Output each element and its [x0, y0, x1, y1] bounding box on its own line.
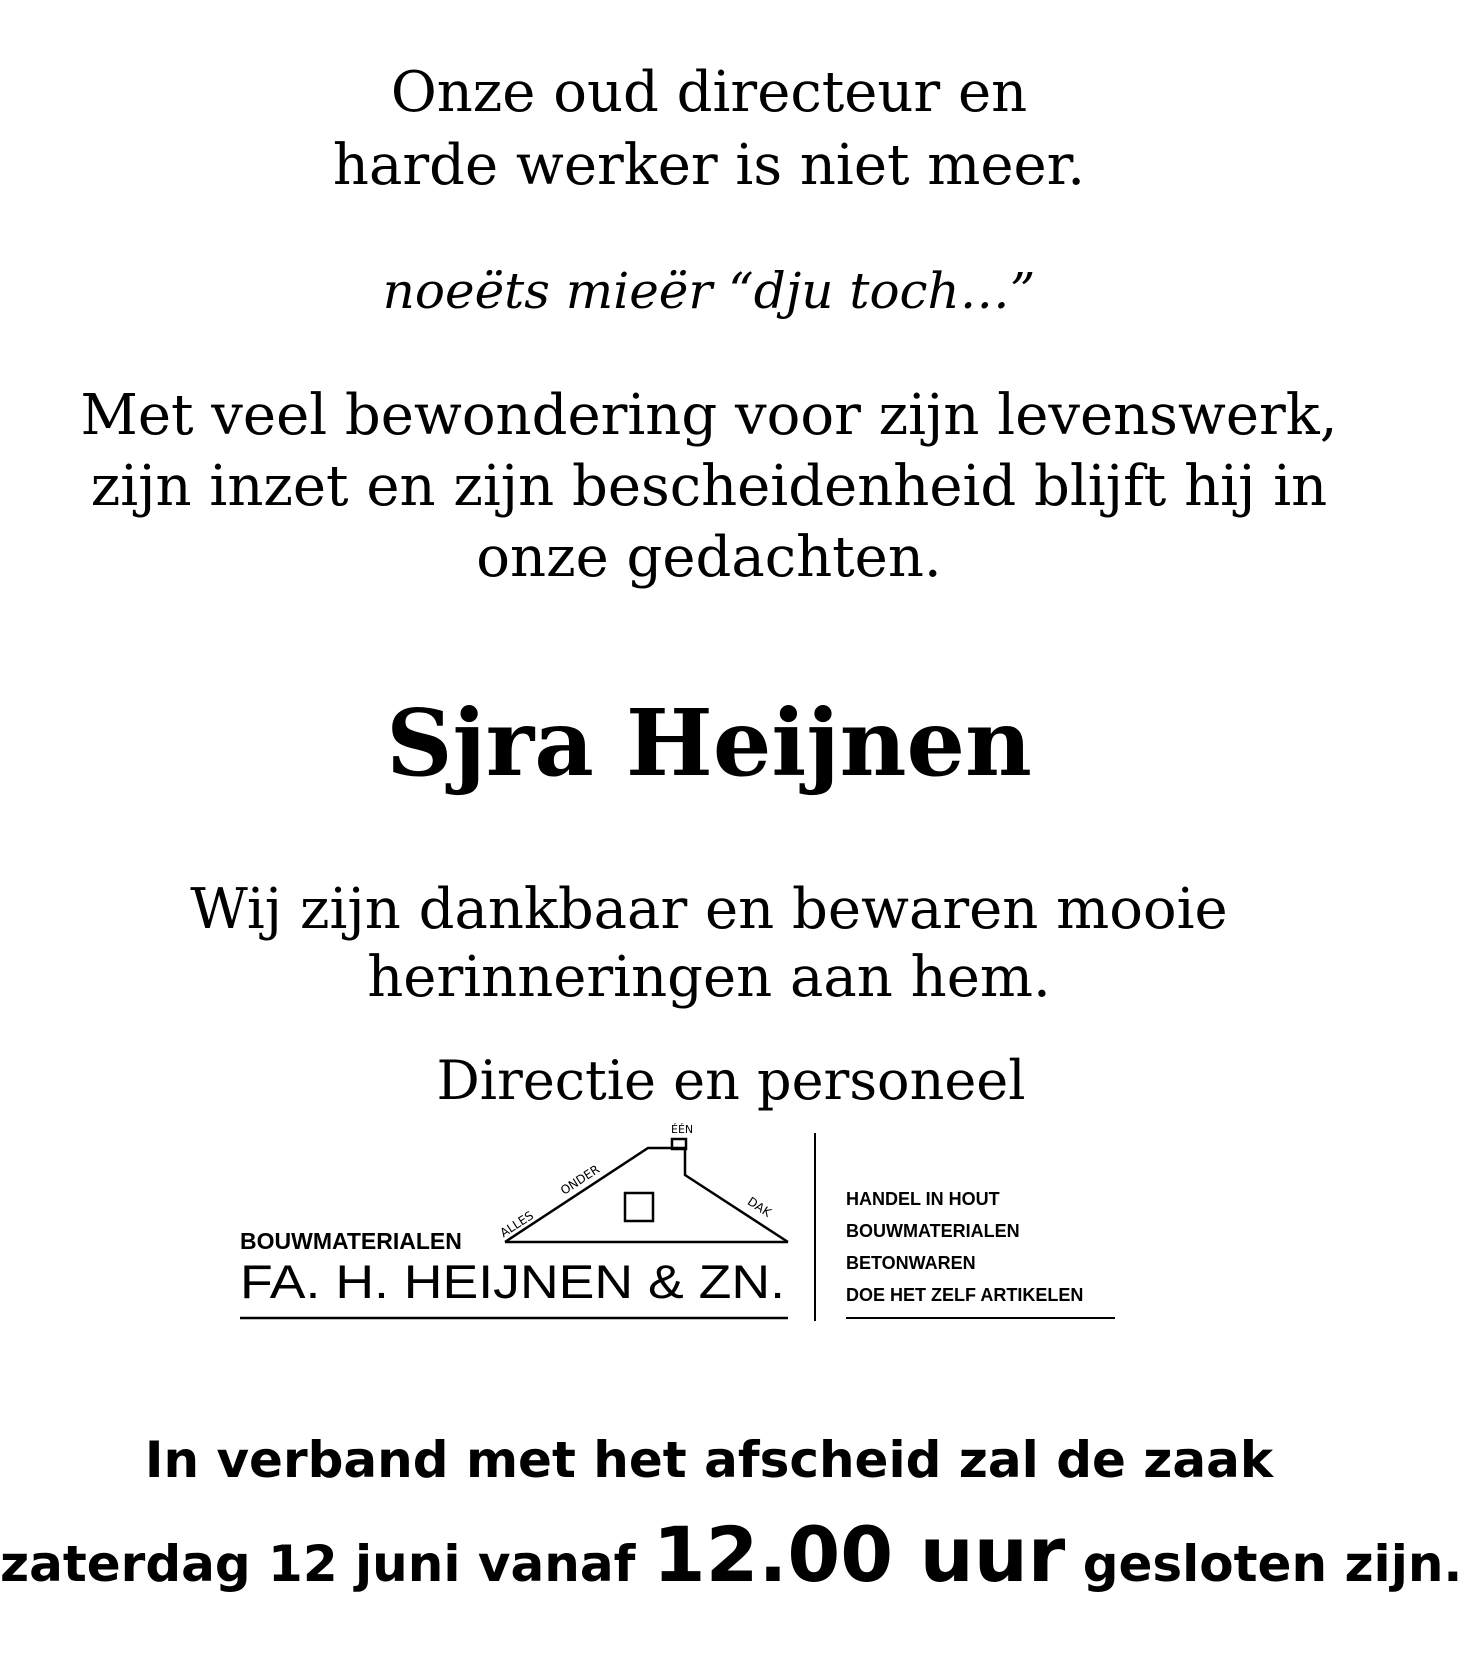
- notice-time: 12.00 uur: [652, 1510, 1066, 1599]
- logo-category: BOUWMATERIALEN: [240, 1228, 462, 1254]
- roof-word-dak: DAK: [744, 1194, 774, 1220]
- thanks-line-1: Wij zijn dankbaar en bewaren mooie: [190, 877, 1228, 942]
- roof-word-een: ÉÉN: [671, 1123, 694, 1136]
- closing-notice-line-1: In verband met het afscheid zal de zaak: [144, 1431, 1274, 1489]
- tribute-line-3: onze gedachten.: [476, 525, 942, 590]
- roof-word-onder: ONDER: [557, 1162, 603, 1198]
- service-item: HANDEL IN HOUT: [846, 1189, 1000, 1209]
- tribute-line-2: zijn inzet en zijn bescheidenheid blijft hij in: [90, 454, 1328, 519]
- thanks-text: [0, 876, 1418, 1012]
- deceased-name: Sjra Heijnen: [386, 689, 1032, 797]
- tribute-text: [0, 380, 1418, 593]
- opening-text: [0, 56, 1418, 202]
- tribute-line-1: Met veel bewondering voor zijn levenswerk,: [80, 383, 1338, 448]
- service-item: BETONWAREN: [846, 1253, 976, 1273]
- house-roof-icon: [505, 1139, 788, 1242]
- notice-date: zaterdag 12 juni vanaf: [0, 1535, 653, 1593]
- dialect-quote: noeëts mieër “dju toch…”: [382, 262, 1036, 320]
- service-item: DOE HET ZELF ARTIKELEN: [846, 1285, 1084, 1305]
- closing-notice-line-2: [0, 1510, 1462, 1599]
- thanks-line-2: herinneringen aan hem.: [367, 945, 1051, 1010]
- opening-line-2: harde werker is niet meer.: [332, 133, 1086, 198]
- notice-end: gesloten zijn.: [1065, 1535, 1462, 1593]
- company-logo: [240, 1125, 1180, 1335]
- logo-company-name: FA. H. HEIJNEN & ZN.: [240, 1255, 785, 1308]
- signature: Directie en personeel: [436, 1049, 1026, 1112]
- roof-word-alles: ALLES: [497, 1208, 537, 1241]
- service-item: BOUWMATERIALEN: [846, 1221, 1020, 1241]
- opening-line-1: Onze oud directeur en: [390, 60, 1028, 125]
